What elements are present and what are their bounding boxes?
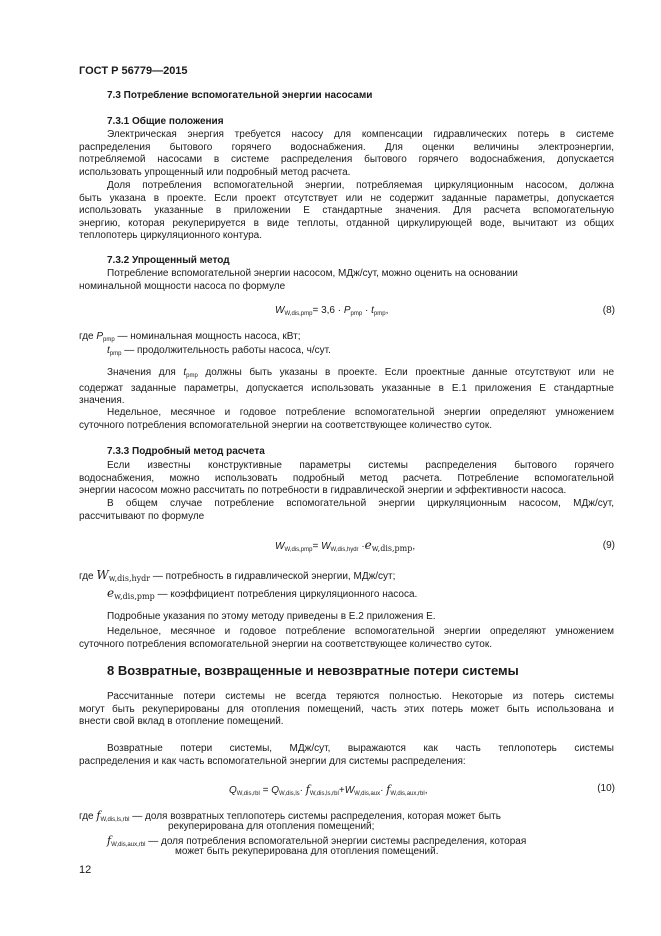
paragraph-7-3-3-b: В общем случае потребление вспомогательной энергии циркуляционным насосом, МДж/сут, рассчитывают по формуле <box>79 498 614 522</box>
paragraph-7-3-2-a: Потребление вспомогательной энергии насосом, МДж/сут, можно оценить на основании номинальной мощности насоса по формуле <box>79 268 518 292</box>
equation-9-number: (9) <box>602 540 615 551</box>
section-7-3-1-title: 7.3.1 Общие положения <box>107 116 224 127</box>
equation-8: $W_{W,dis,pmp}= 3,6 \cdot P_{pmp} \cdot t_{pmp}$, <box>275 305 389 317</box>
page-number: 12 <box>79 864 92 876</box>
equation-10-number: (10) <box>597 783 615 794</box>
where-10-line-4: может быть рекуперирована для отопления помещений. <box>175 846 439 857</box>
where-9-line-1: где $W_{w,dis,hydr}$ — потребность в гидравлической энергии, МДж/сут; <box>79 568 396 583</box>
section-7-3-3-title: 7.3.3 Подробный метод расчета <box>107 446 265 457</box>
equation-9: $W_{W,dis,pmp}= W_{W,dis,hydr} \cdot e_{w,dis,pmp}$, <box>275 538 416 553</box>
where-10-line-1: где $f_{W,dis,ls,rbl}$ — доля возвратных теплопотерь системы распределения, которая может быть <box>79 809 501 823</box>
paragraph-7-3-3-d: Недельное, месячное и годовое потребление вспомогательной энергии определяют умножением суточного потребления вспомогательной энергии на соответствующее количество суток. <box>79 626 614 650</box>
paragraph-7-3-1-b: Доля потребления вспомогательной энергии, потребляемая циркуляционным насосом, должна быть указана в проекте. Если проект отсутствует или не содержит заданные параметры, допускается использовать указанные в приложении Е стандартные значения. Для расчета вспомогательную энергию, которая рекуперируется в виде теплоты, отданной циркулирующей воде, вычитают из общих теплопотерь циркуляционного контура. <box>79 180 614 241</box>
paragraph-7-3-2-c: Недельное, месячное и годовое потребление вспомогательной энергии определяют умножением суточного потребления вспомогательной энергии на соответствующее количество суток. <box>79 407 614 431</box>
where-9-line-2: $e_{w,dis,pmp}$ — коэффициент потребления циркуляционного насоса. <box>107 586 418 601</box>
paragraph-8-b: Возвратные потери системы, МДж/сут, выражаются как часть теплопотерь системы распределения и как часть вспомогательной энергии для системы распределения: <box>79 743 614 767</box>
paragraph-8-a: Рассчитанные потери системы не всегда теряются полностью. Некоторые из потерь системы могут быть рекуперированы для отопления помещений, часть этих потерь может быть использована и внести свой вклад в отопление помещений. <box>79 691 614 727</box>
where-10-line-3: $f_{W,dis,aux,rbl}$ — доля потребления вспомогательной энергии системы распределения, которая <box>107 834 527 848</box>
paragraph-7-3-2-b: Значения для $t_{pmp}$ должны быть указаны в проекте. Если проектные данные отсутствуют или не содержат заданные параметры, допускается использовать указанные в Е.1 приложения Е стандартные значения. <box>79 367 615 406</box>
where-8-line-2: $t_{pmp}$ — продолжительность работы насоса, ч/сут. <box>107 345 331 357</box>
where-8-line-1: где $P_{pmp}$ — номинальная мощность насоса, кВт; <box>79 331 301 343</box>
equation-8-number: (8) <box>602 305 615 316</box>
document-header: ГОСТ Р 56779—2015 <box>79 65 188 77</box>
paragraph-7-3-1-a: Электрическая энергия требуется насосу для компенсации гидравлических потерь в системе распределения бытового горячего водоснабжения. Для оценки величины электроэнергии, потребляемой насосами в системе распределения бытового горячего водоснабжения, допускается использовать упрощенный или подробный метод расчета. <box>79 129 614 178</box>
paragraph-7-3-3-c: Подробные указания по этому методу приведены в Е.2 приложения Е. <box>107 611 436 622</box>
paragraph-7-3-3-a: Если известны конструктивные параметры системы распределения бытового горячего водоснабжения, можно использовать подробный метод расчета. Потребление вспомогательной энергии насосом можно рассчитать по потребности в гидравлической энергии и эффективности насоса. <box>79 460 614 496</box>
where-10-line-2: рекуперирована для отопления помещений; <box>168 821 375 832</box>
section-7-3-2-title: 7.3.2 Упрощенный метод <box>107 255 230 266</box>
section-7-3-title: 7.3 Потребление вспомогательной энергии насосами <box>107 90 373 101</box>
section-8-title: 8 Возвратные, возвращенные и невозвратные потери системы <box>107 663 519 678</box>
equation-10: $Q_{W,dis,rbl} = Q_{W,dis,ls}\cdot f_{W,dis,ls,rbl}+W_{W,dis,aux}\cdot f_{W,dis,aux,rbl}$, <box>229 783 428 797</box>
